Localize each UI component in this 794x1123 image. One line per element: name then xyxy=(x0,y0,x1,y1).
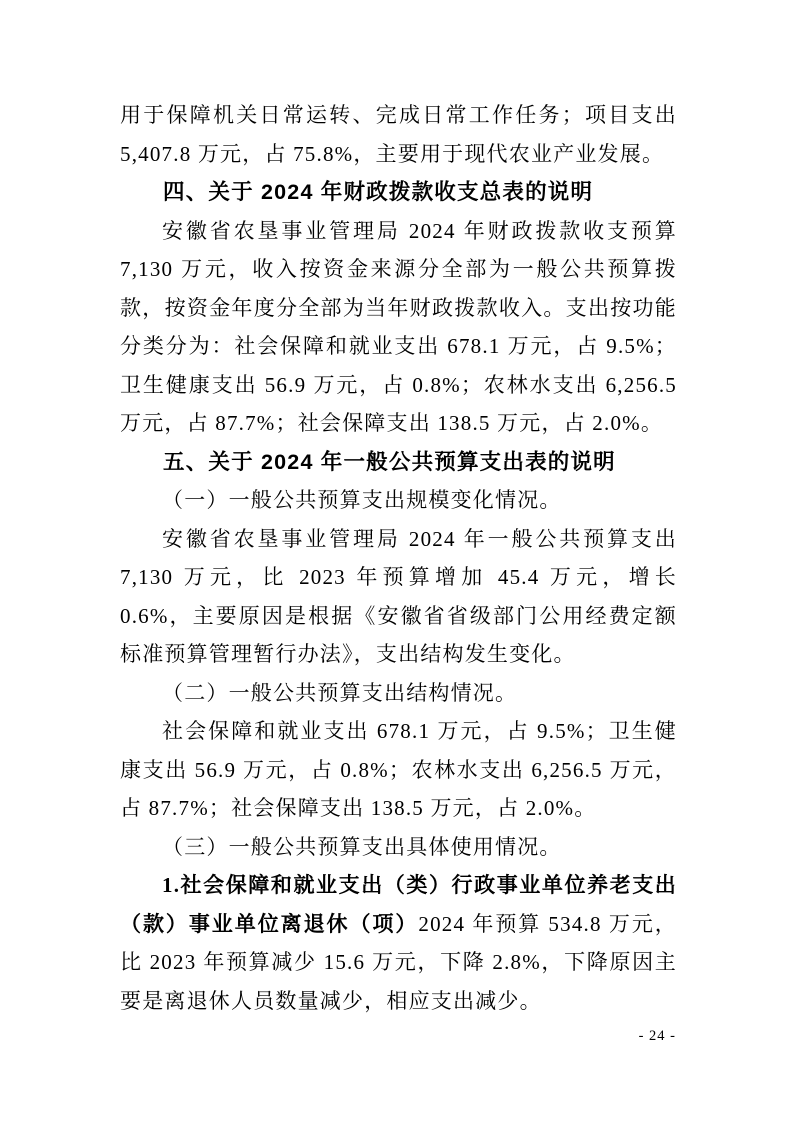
section-heading-4: 四、关于 2024 年财政拨款收支总表的说明 xyxy=(163,180,594,204)
paragraph-continuation: 用于保障机关日常运转、完成日常工作任务；项目支出 5,407.8 万元，占 75.8%，主要用于现代农业产业发展。 xyxy=(120,103,677,166)
section-heading-5: 五、关于 2024 年一般公共预算支出表的说明 xyxy=(163,449,616,474)
paragraph-fiscal-appropriation: 安徽省农垦事业管理局 2024 年财政拨款收支预算 7,130 万元，收入按资金来源分全部为一般公共预算拨款，按资金年度分全部为当年财政拨款收入。支出按功能分类分为：社会保障和就业支出 678.1 万元，占 9.5%；卫生健康支出 56.9 万元，占 0.8%；农林水支出 6,256.5 万元，占 87.7%；社会保障支出 138.5 万元，占 2.0%。 xyxy=(120,218,677,435)
paragraph-item-1-bold-lead: 1.社会保障和就业支出（类）行政事业单位养老支出（款）事业单位离退休（项） xyxy=(120,873,677,936)
paragraph-budget-structure: 社会保障和就业支出 678.1 万元，占 9.5%；卫生健康支出 56.9 万元，占 0.8%；农林水支出 6,256.5 万元，占 87.7%；社会保障支出 138.5 万元，占 2.0%。 xyxy=(120,719,677,820)
paragraph-budget-change: 安徽省农垦事业管理局 2024 年一般公共预算支出 7,130 万元，比 2023 年预算增加 45.4 万元，增长 0.6%，主要原因是根据《安徽省省级部门公用经费定额标准预算管理暂行办法》，支出结构发生变化。 xyxy=(120,526,677,666)
paragraph-item-1 xyxy=(120,866,677,1020)
document-body xyxy=(120,96,677,1020)
subsection-heading-3: （三）一般公共预算支出具体使用情况。 xyxy=(162,834,562,859)
subsection-heading-1: （一）一般公共预算支出规模变化情况。 xyxy=(162,488,562,512)
subsection-heading-2: （二）一般公共预算支出结构情况。 xyxy=(162,680,518,705)
paragraph-item-1-body: 2024 年预算 534.8 万元，比 2023 年预算减少 15.6 万元，下降 2.8%，下降原因主要是离退休人员数量减少，相应支出减少。 xyxy=(120,911,677,1013)
page-number: - 24 - xyxy=(638,1028,676,1044)
